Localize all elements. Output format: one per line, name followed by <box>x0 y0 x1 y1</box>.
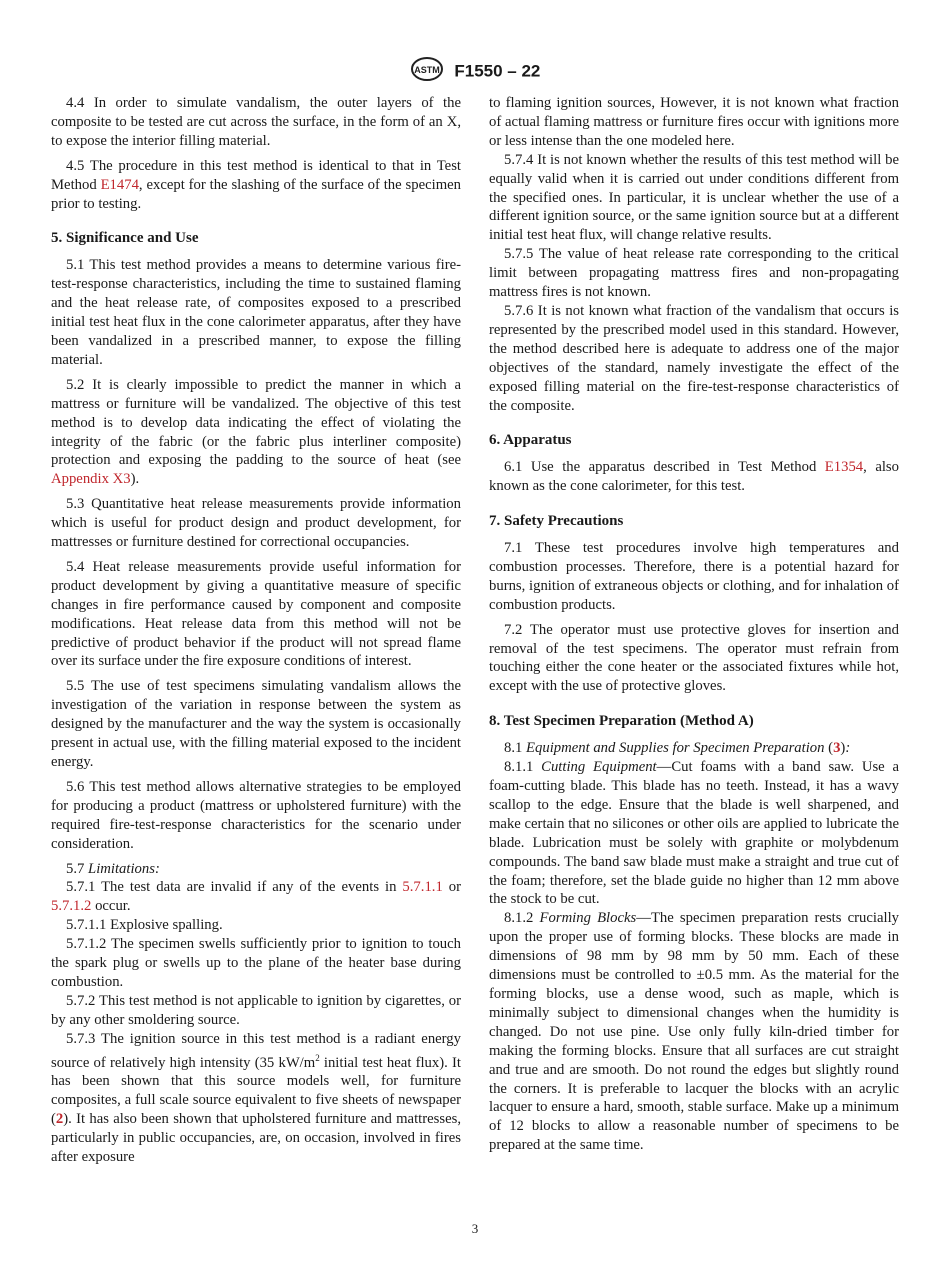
page-number: 3 <box>471 1221 479 1236</box>
para-4-4: 4.4 In order to simulate vandalism, the outer layers of the composite to be tested are cut across the surface, in the form of an X, to expose the interior filling material. <box>51 95 461 149</box>
para-5-7-1: 5.7.1 The test data are invalid if any of the events in 5.7.1.1 or 5.7.1.2 occur. <box>51 879 461 915</box>
section-5-heading: 5. Significance and Use <box>51 230 199 247</box>
ref-2[interactable]: 2 <box>55 1111 64 1128</box>
para-5-7-3: 5.7.3 The ignition source in this test method is a radiant energy source of relatively high intensity (35 $kW/m^2$ initial test heat flux). It has been shown that this source models well, for furniture composites, a full scale source equivalent to five sheets of newspaper (2). It has also been shown that upholstered furniture and mattresses, particularly in public occupancies, are, on occasion, involved in fires after exposure <box>51 1030 461 1166</box>
para-5-7-2: 5.7.2 This test method is not applicable to ignition by cigarettes, or by any other smoldering source. <box>51 992 461 1028</box>
para-6-1: 6.1 Use the apparatus described in Test Method E1354, also known as the cone calorimeter, for this test. <box>489 459 899 495</box>
right-column <box>489 94 899 1155</box>
document-number: F1550 – 22 <box>454 61 541 81</box>
section-7-heading: 7. Safety Precautions <box>489 513 624 530</box>
para-5-7-1-2: 5.7.1.2 The specimen swells sufficiently prior to ignition to touch the spark plug or swells up to the plane of the heater base during combustion. <box>51 936 461 990</box>
para-7-2: 7.2 The operator must use protective gloves for insertion and removal of the test specimens. The operator must refrain from touching either the cone heater or the associated fixtures while hot, except with the use of protective gloves. <box>489 621 899 695</box>
para-5-7-5: 5.7.5 The value of heat release rate corresponding to the critical limit between propagating mattress fires and non-propagating mattress fires is not known. <box>489 246 899 301</box>
para-8-1-1: 8.1.1 Cutting Equipment—Cut foams with a band saw. Use a foam-cutting blade. This blade has no teeth. Instead, it has a wavy scallop to the edge. Ensure that the blade is well sharpened, and make certain that no silicones or other oils are applied to lubricate the blade. Lubrication must be solely with graphite or molybdenum compounds. The band saw blade must make a straight and true cut of the foam; therefore, set the blade guide no higher than 12 mm above the stock to be cut. <box>489 759 899 908</box>
para-5-5: 5.5 The use of test specimens simulating vandalism allows the investigation of the variation in response between the system as designed by the manufacturer and the way the system is occasionally present in actual use, with the filling material exposed to the incident energy. <box>51 678 461 770</box>
left-column <box>51 94 461 1167</box>
para-5-7-3-cont: to flaming ignition sources, However, it is not known what fraction of actual flaming mattress or furniture fires occur with ignitions more or less intense than the one modeled here. <box>489 95 899 149</box>
para-8-1-2: 8.1.2 Forming Blocks—The specimen preparation rests crucially upon the proper use of forming blocks. These blocks are made in dimensions of 98 mm by 98 mm by 50 mm. Each of these dimensions must be controlled to ±0.5 mm. As the material for the forming blocks, use a dense wood, such as maple, which is minimally subject to dimensional changes when the humidity is changed. Do not use pine. Use only fully kiln-dried timber for making the forming blocks. Ensure that all surfaces are cut straight and true and are smooth. Do not round the edges but slightly round the corners. It is preferable to lacquer the blocks with an acrylic lacquer to ensure a hard, smooth, stable surface. Make up a minimum of 12 blocks to allow a reasonable number of specimens to be prepared at the same time. <box>489 910 900 1154</box>
section-8-heading: 8. Test Specimen Preparation (Method A) <box>489 713 754 730</box>
link-5-7-1-1[interactable]: 5.7.1.1 <box>402 879 443 896</box>
para-5-2: 5.2 It is clearly impossible to predict the manner in which a mattress or furniture will be vandalized. The objective of this test method is to develop data indicating the effect of violating the integrity of the fabric (or the fabric plus interliner composite) protection and exposing the padding to the source of heat (see Appendix X3). <box>51 376 461 488</box>
para-5-7-6: 5.7.6 It is not known what fraction of the vandalism that occurs is represented by the prescribed model used in this standard. However, the method described here is adequate to address one of the major objectives of the standard, namely investigate the effect of the exposed filling material on the fire-test-response characteristics of the composite. <box>489 302 899 414</box>
section-6-heading: 6. Apparatus <box>489 432 572 449</box>
logo-text: ASTM <box>413 65 440 75</box>
para-7-1: 7.1 These test procedures involve high temperatures and combustion processes. Therefore, there is a potential hazard for burns, ignition of extraneous objects or clothing, and for inhalation of combustion products. <box>489 540 899 613</box>
para-8-1: 8.1 Equipment and Supplies for Specimen Preparation (3): <box>504 740 851 757</box>
para-4-5: 4.5 The procedure in this test method is identical to that in Test Method E1474, except for the slashing of the surface of the specimen prior to testing. <box>51 157 461 212</box>
para-5-7-1-1: 5.7.1.1 Explosive spalling. <box>66 917 223 934</box>
astm-logo-icon <box>410 56 444 87</box>
para-5-3: 5.3 Quantitative heat release measurements provide information which is useful for product design and product development, for mattresses or furniture destined for correctional occupancies. <box>51 496 461 551</box>
para-5-7: 5.7 Limitations: <box>66 860 160 877</box>
para-5-6: 5.6 This test method allows alternative strategies to be employed for producing a product (mattress or upholstered furniture) with the required fire-test-response characteristics for the scenario under consideration. <box>51 778 461 852</box>
para-5-7-4: 5.7.4 It is not known whether the results of this test method will be equally valid when it is carried out under conditions different from the specified ones. In particular, it is unclear whether the use of a different ignition source, or the same ignition source but at a different initial test heat flux, will change relative results. <box>489 151 899 244</box>
link-appendix-x3[interactable]: Appendix X3 <box>51 471 131 488</box>
page-header <box>0 56 950 87</box>
para-5-4: 5.4 Heat release measurements provide useful information for product development by giving a quantitative measure of specific changes in fire performance caused by component and composite modifications. Heat release data from this method will not be predictive of product behavior if the product will not spread flame over its surface under the fire exposure conditions of interest. <box>51 558 461 670</box>
para-5-1: 5.1 This test method provides a means to determine various fire-test-response characteristics, including the time to sustained flaming and the heat release rate, of composites exposed to a prescribed initial test heat flux in the cone calorimeter apparatus, after they have been vandalized in a prescribed manner, to expose the filling material. <box>51 257 461 368</box>
link-5-7-1-2[interactable]: 5.7.1.2 <box>51 898 92 915</box>
link-e1354[interactable]: E1354 <box>824 459 864 476</box>
ref-3[interactable]: 3 <box>833 740 841 757</box>
link-e1474[interactable]: E1474 <box>100 176 139 193</box>
